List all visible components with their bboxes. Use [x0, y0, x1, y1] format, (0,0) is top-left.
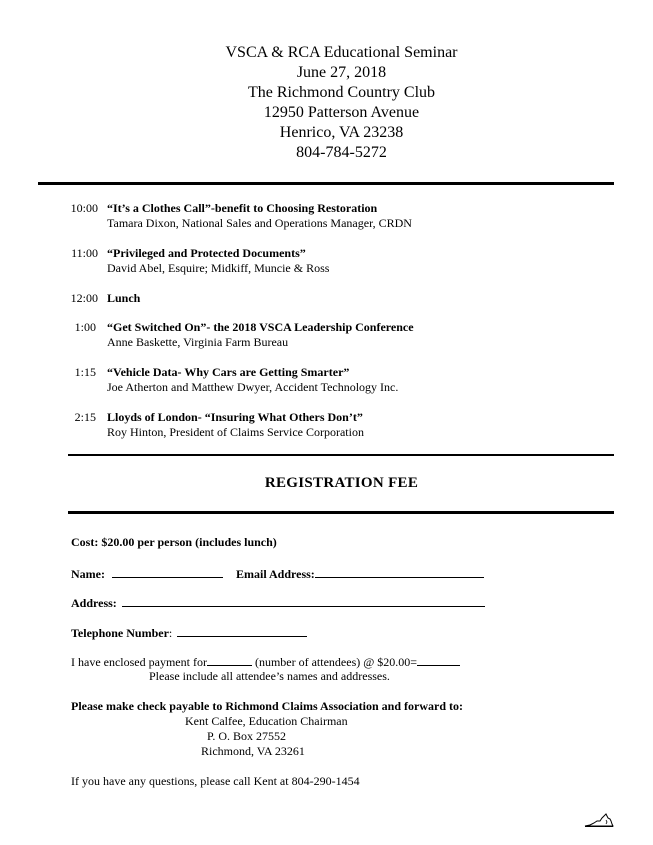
agenda-title: “Get Switched On”- the 2018 VSCA Leadership Conference	[107, 320, 414, 334]
registration-heading: REGISTRATION FEE	[264, 475, 419, 491]
virginia-map-logo-icon	[584, 812, 614, 828]
cost-line: Cost: $20.00 per person (includes lunch)	[71, 535, 277, 549]
attendees-count-field[interactable]	[207, 654, 252, 666]
venue-city: Henrico, VA 23238	[279, 124, 404, 141]
questions-line: If you have any questions, please call Kent at 804-290-1454	[71, 774, 360, 788]
agenda-title: “Privileged and Protected Documents”	[107, 246, 306, 260]
address-field[interactable]	[122, 595, 485, 607]
agenda-divider	[68, 454, 614, 456]
agenda-title: Lunch	[107, 291, 141, 305]
agenda-title: “It’s a Clothes Call”-benefit to Choosing Restoration	[107, 201, 378, 215]
agenda-speaker: David Abel, Esquire; Midkiff, Muncie & Ross	[107, 261, 330, 275]
include-note: Please include all attendee’s names and addresses.	[149, 669, 390, 683]
agenda-time: 12:00	[70, 291, 98, 305]
payment-prefix: I have enclosed payment for	[71, 655, 207, 669]
address-row	[71, 595, 485, 611]
seminar-date: June 27, 2018	[296, 64, 387, 81]
address-label: Address:	[71, 596, 117, 610]
name-label: Name:	[71, 567, 105, 581]
name-row	[71, 566, 484, 582]
agenda-speaker: Anne Baskette, Virginia Farm Bureau	[107, 335, 289, 349]
registration-divider	[68, 511, 614, 514]
email-label: Email Address:	[235, 567, 315, 581]
payment-middle: (number of attendees) @ $20.00=	[254, 655, 418, 669]
agenda-time: 10:00	[70, 201, 98, 215]
po-box: P. O. Box 27552	[207, 729, 287, 743]
agenda-speaker: Tamara Dixon, National Sales and Operations Manager, CRDN	[107, 216, 412, 230]
agenda-time: 1:00	[74, 320, 96, 334]
agenda-time: 1:15	[74, 365, 96, 379]
agenda-time: 2:15	[74, 410, 96, 424]
payment-row	[71, 654, 460, 670]
email-field[interactable]	[315, 566, 484, 578]
agenda-time: 11:00	[71, 246, 98, 260]
contact-name: Kent Calfee, Education Chairman	[185, 714, 348, 728]
agenda-speaker: Roy Hinton, President of Claims Service Corporation	[107, 425, 364, 439]
name-field[interactable]	[112, 566, 223, 578]
agenda-title: Lloyds of London- “Insuring What Others Don’t”	[107, 410, 363, 424]
check-payable-line: Please make check payable to Richmond Claims Association and forward to:	[71, 699, 463, 713]
venue-street: 12950 Patterson Avenue	[263, 104, 420, 121]
agenda-speaker: Joe Atherton and Matthew Dwyer, Accident Technology Inc.	[107, 380, 399, 394]
venue-phone: 804-784-5272	[296, 144, 387, 161]
city-line: Richmond, VA 23261	[201, 744, 305, 758]
header-divider	[38, 182, 614, 185]
telephone-colon: :	[168, 626, 173, 640]
agenda-title: “Vehicle Data- Why Cars are Getting Smarter”	[107, 365, 350, 379]
payment-total-field[interactable]	[417, 654, 460, 666]
telephone-label: Telephone Number	[71, 626, 169, 640]
venue-name: The Richmond Country Club	[247, 84, 436, 101]
seminar-title: VSCA & RCA Educational Seminar	[225, 44, 458, 61]
telephone-row	[71, 625, 307, 641]
telephone-field[interactable]	[177, 625, 307, 637]
